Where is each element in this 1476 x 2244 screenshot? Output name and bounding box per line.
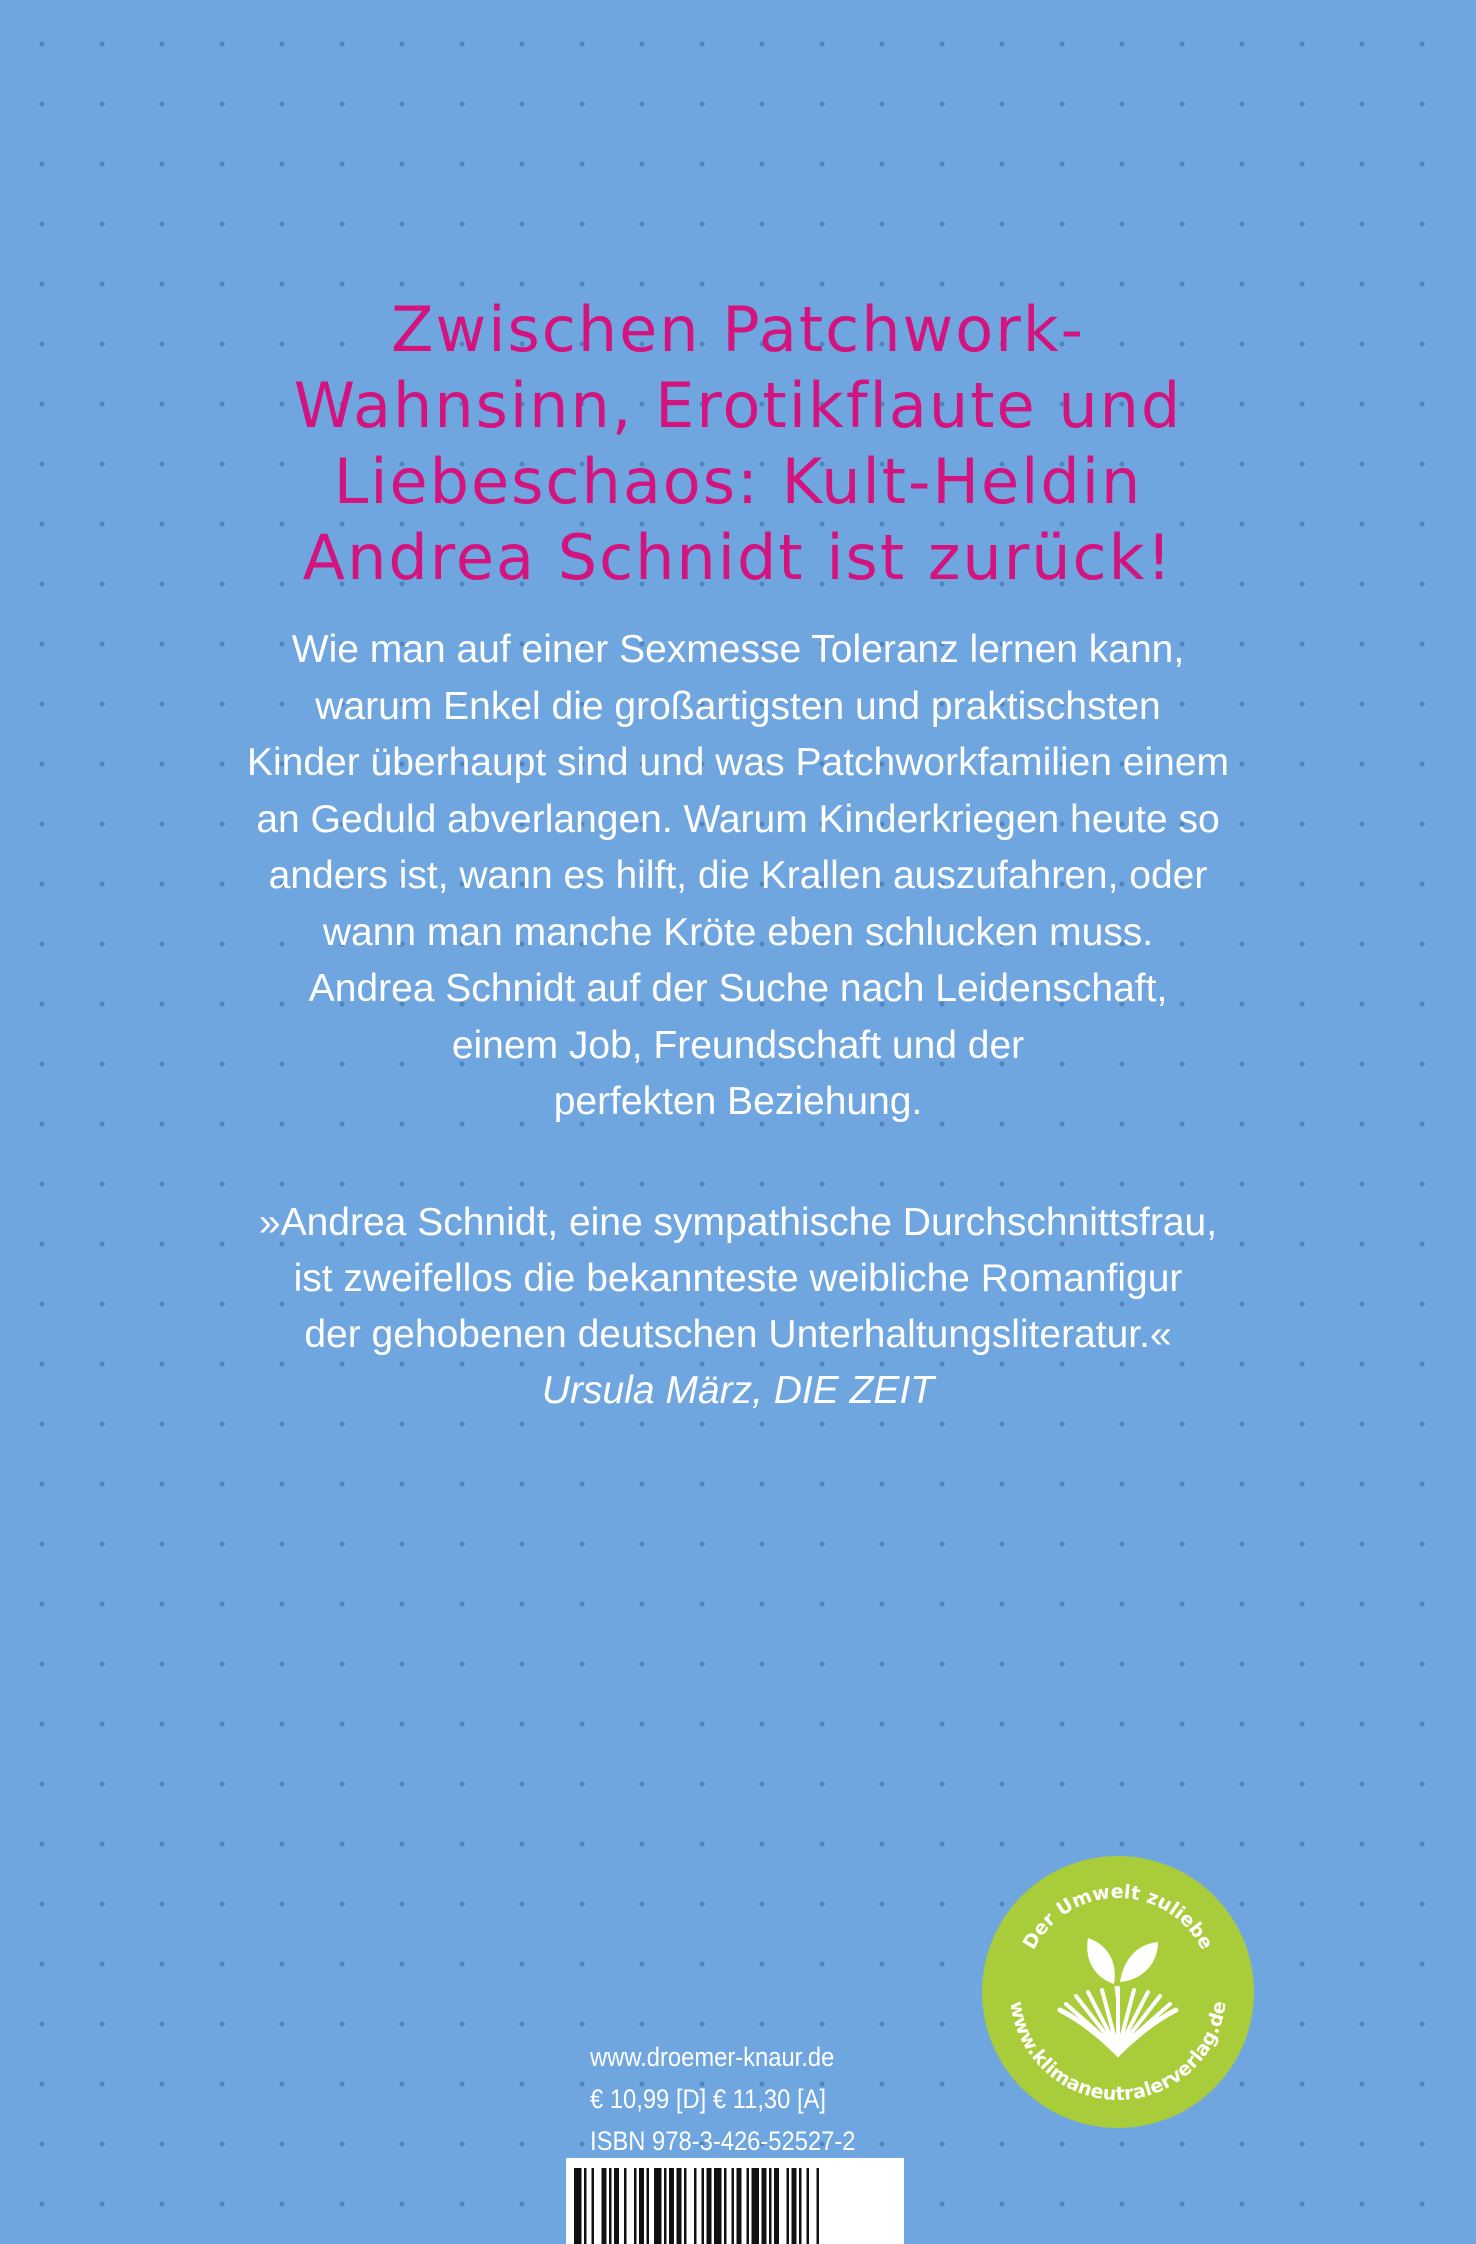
blurb-line: wann man manche Kröte eben schlucken muss.	[322, 910, 1154, 954]
quote-line: »Andrea Schnidt, eine sympathische Durchschnittsfrau,	[258, 1201, 1218, 1244]
barcode-bar	[792, 2168, 797, 2244]
blurb-line: einem Job, Freundschaft und der	[451, 1023, 1025, 1067]
blurb-line: an Geduld abverlangen. Warum Kinderkriegen heute so	[256, 797, 1220, 841]
barcode-bar	[807, 2168, 810, 2244]
headline-line: Zwischen Patchwork-	[391, 293, 1085, 366]
barcode-bar	[714, 2168, 722, 2244]
barcode-bar	[724, 2168, 727, 2244]
headline-line: Liebeschaos: Kult-Heldin	[333, 445, 1143, 518]
barcode-bar	[647, 2168, 650, 2244]
quote-line: der gehobenen deutschen Unterhaltungsliteratur.«	[304, 1313, 1172, 1356]
climate-neutral-badge	[980, 1854, 1256, 2130]
barcode-bar	[592, 2168, 595, 2244]
barcode-bar	[614, 2168, 619, 2244]
price-label: € 10,99 [D] € 11,30 [A]	[590, 2084, 827, 2114]
barcode-bar	[787, 2168, 790, 2244]
barcode-bar	[677, 2168, 682, 2244]
barcode-bar	[609, 2168, 612, 2244]
barcode-bar	[762, 2168, 767, 2244]
publisher-website: www.droemer-knaur.de	[590, 2042, 835, 2072]
headline	[0, 292, 1476, 596]
headline-line: Wahnsinn, Erotikflaute und	[293, 369, 1183, 442]
barcode-bar	[584, 2168, 587, 2244]
blurb-line: Kinder überhaupt sind und was Patchworkfamilien einem	[246, 741, 1230, 784]
barcode-bar	[799, 2168, 802, 2244]
barcode-bar	[817, 2168, 820, 2244]
headline-line: Andrea Schnidt ist zurück!	[302, 521, 1174, 594]
barcode-bar	[702, 2168, 705, 2244]
quote-line: ist zweifellos die bekannteste weibliche Romanfigur	[293, 1257, 1183, 1300]
barcode-bar	[654, 2168, 662, 2244]
barcode-bar	[774, 2168, 779, 2244]
barcode-bar	[602, 2168, 607, 2244]
barcode-bar	[684, 2168, 687, 2244]
barcode-bar	[694, 2168, 697, 2244]
barcode-bar	[707, 2168, 712, 2244]
badge-bottom-text: www.klimaneutralerverlag.de	[1005, 1999, 1231, 2106]
barcode-bar	[669, 2168, 674, 2244]
barcode-bar	[574, 2168, 582, 2244]
barcode-bar	[747, 2168, 750, 2244]
blurb-line: warum Enkel die großartigsten und praktischsten	[315, 684, 1161, 728]
blurb-line: perfekten Beziehung.	[553, 1080, 923, 1123]
blurb-line: anders ist, wann es hilft, die Krallen auszufahren, oder	[268, 854, 1208, 897]
barcode	[566, 2158, 904, 2244]
imprint-block	[590, 2036, 855, 2162]
press-quote	[0, 1195, 1476, 1419]
blurb-line: Wie man auf einer Sexmesse Toleranz lernen kann,	[291, 628, 1185, 671]
barcode-bar	[752, 2168, 760, 2244]
barcode-bar	[664, 2168, 667, 2244]
badge-top-text: Der Umwelt zuliebe	[1018, 1880, 1218, 1954]
isbn-label: ISBN 978-3-426-52527-2	[590, 2126, 856, 2156]
barcode-bar	[732, 2168, 735, 2244]
barcode-bar	[624, 2168, 627, 2244]
barcode-bar	[639, 2168, 644, 2244]
blurb-line: Andrea Schnidt auf der Suche nach Leidenschaft,	[308, 967, 1168, 1010]
quote-source: Ursula März, DIE ZEIT	[541, 1369, 935, 1412]
blurb	[0, 622, 1476, 1131]
barcode-bar	[737, 2168, 742, 2244]
barcode-bar	[769, 2168, 772, 2244]
barcode-bar	[634, 2168, 637, 2244]
